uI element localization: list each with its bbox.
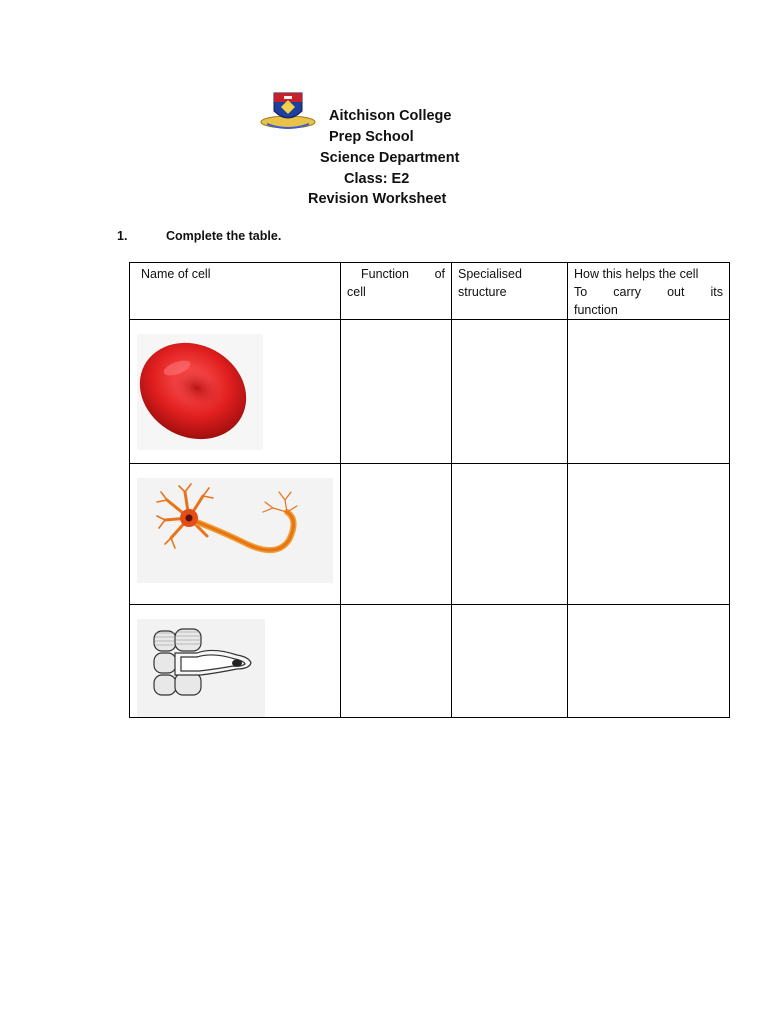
header-helps-line1: How this helps the cell — [574, 267, 699, 281]
header-helps-line3: function — [574, 303, 618, 317]
department-name: Science Department — [320, 150, 460, 166]
table-header-row — [130, 263, 730, 320]
table-row — [130, 320, 730, 464]
answer-structure-cell[interactable] — [452, 464, 568, 605]
header-function-line2: cell — [347, 285, 366, 299]
header-function — [341, 263, 452, 320]
cell-table — [129, 262, 730, 718]
answer-function-cell[interactable] — [341, 464, 452, 605]
header-structure — [452, 263, 568, 320]
cell-image-root-hair-cell — [130, 605, 341, 718]
nerve-cell-image — [137, 478, 333, 583]
cell-image-nerve-cell — [130, 464, 341, 605]
school-crest-icon — [259, 89, 317, 133]
header-helps-line2: To carry out its — [574, 285, 723, 299]
worksheet-title: Revision Worksheet — [308, 191, 447, 207]
school-name: Aitchison College — [329, 108, 452, 124]
answer-helps-cell[interactable] — [568, 605, 730, 718]
answer-helps-cell[interactable] — [568, 464, 730, 605]
class-label: Class: E2 — [344, 171, 410, 187]
cell-image-red-blood-cell — [130, 320, 341, 464]
header-name-label: Name of cell — [141, 267, 211, 281]
answer-function-cell[interactable] — [341, 320, 452, 464]
question-text: Complete the table. — [166, 229, 282, 243]
header-structure-line1: Specialised — [458, 267, 522, 281]
table-row — [130, 605, 730, 718]
answer-structure-cell[interactable] — [452, 605, 568, 718]
answer-function-cell[interactable] — [341, 605, 452, 718]
header-structure-line2: structure — [458, 285, 507, 299]
answer-helps-cell[interactable] — [568, 320, 730, 464]
header-function-line1: Function of — [361, 267, 445, 281]
question-number: 1. — [117, 229, 128, 243]
table-row — [130, 464, 730, 605]
answer-structure-cell[interactable] — [452, 320, 568, 464]
red-blood-cell-image — [137, 334, 263, 450]
root-hair-cell-image — [137, 619, 265, 717]
header-name-of-cell — [130, 263, 341, 320]
school-section: Prep School — [329, 129, 414, 145]
header-helps — [568, 263, 730, 320]
